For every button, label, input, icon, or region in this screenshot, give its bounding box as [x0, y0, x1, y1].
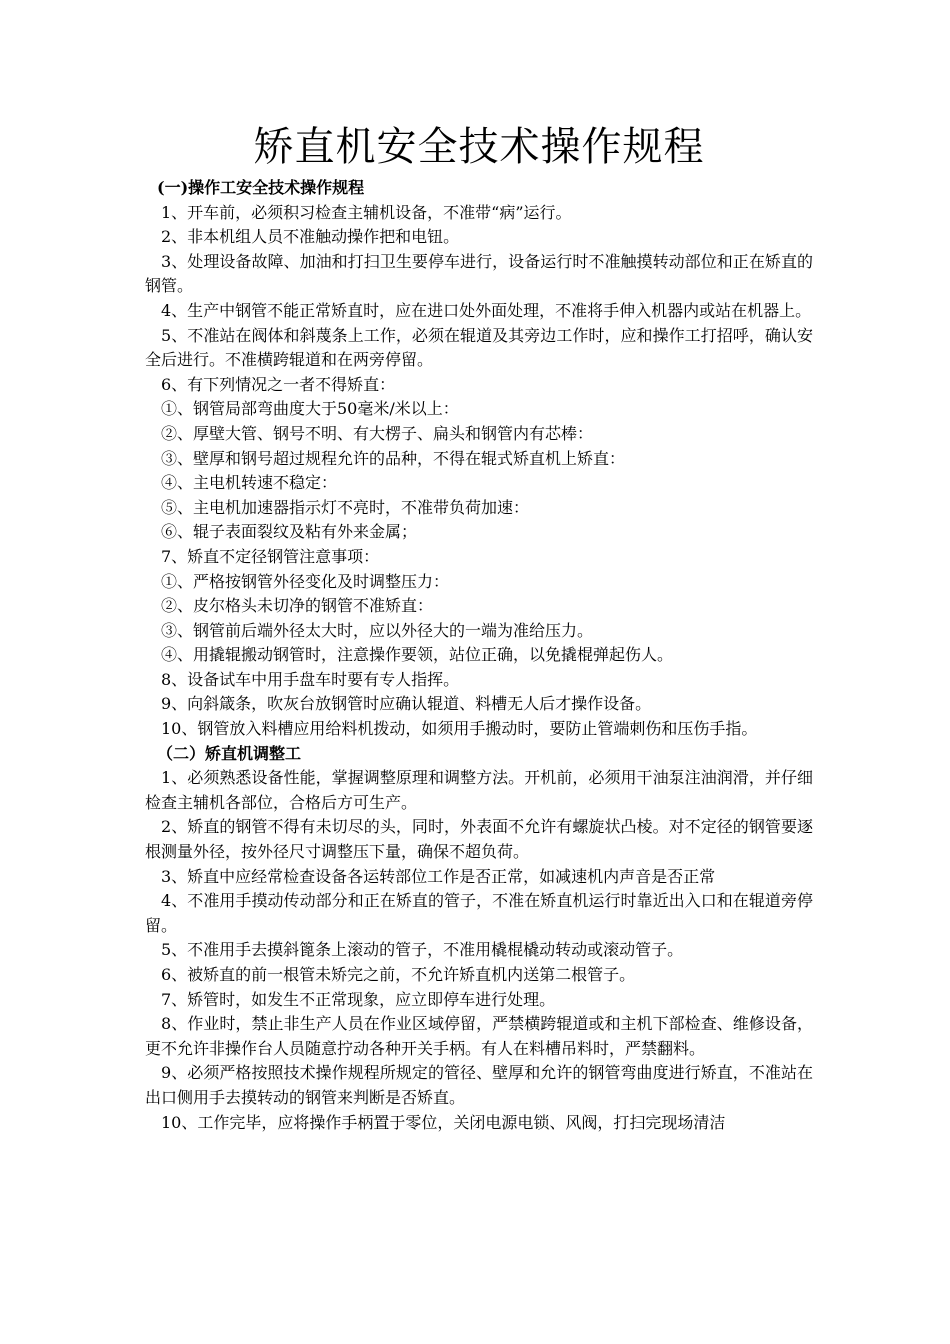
rule-item: 1、必须熟悉设备性能，掌握调整原理和调整方法。开机前，必须用干油泵注油润滑，并仔细检查主辅机各部位，合格后方可生产。 [145, 768, 813, 812]
rule-item: 6、被矫直的前一根管未矫完之前，不允许矫直机内送第二根管子。 [161, 965, 636, 984]
rule-item: 7、矫直不定径钢管注意事项： [161, 546, 380, 566]
rule-item: 4、不准用手摸动传动部分和正在矫直的管子，不准在矫直机运行时靠近出入口和在辊道旁停留。 [145, 891, 813, 935]
rule-item: 7、矫管时，如发生不正常现象，应立即停车进行处理。 [161, 989, 556, 1009]
rule-subitem: ④、用撬辊搬动钢管时，注意操作要领，站位正确，以免撬棍弹起伤人。 [161, 645, 674, 665]
rule-subitem: ③、钢管前后端外径太大时，应以外径大的一端为准给压力。 [161, 620, 594, 640]
rule-item: 5、不准用手去摸斜篦条上滚动的管子，不准用橇棍橇动转动或滚动管子。 [161, 940, 684, 960]
rule-item: 1、开车前，必须积习检查主辅机设备，不准带“病”运行。 [161, 202, 572, 222]
rule-subitem: ⑤、主电机加速器指示灯不亮时，不准带负荷加速： [161, 497, 530, 517]
rule-item: 5、不准站在阀体和斜蔑条上工作，必须在辊道及其旁边工作时，应和操作工打招呼，确认安全后进行。不准横跨辊道和在两旁停留。 [145, 325, 813, 370]
rule-item: 9、向斜箴条，吹灰台放钢管时应确认辊道、料槽无人后才操作设备。 [161, 694, 652, 714]
rule-subitem: ①、严格按钢管外径变化及时调整压力： [161, 571, 450, 591]
rule-item: 10、钢管放入料槽应用给料机拨动，如须用手搬动时，要防止管端刺伤和压伤手指。 [161, 719, 758, 739]
section-heading: （二）矫直机调整工 [157, 743, 302, 763]
rule-item: 3、矫直中应经常检查设备各运转部位工作是否正常，如减速机内声音是否正常 [161, 866, 716, 886]
rule-item: 9、必须严格按照技术操作规程所规定的管径、壁厚和允许的钢管弯曲度进行矫直，不准站在出口侧用手去摸转动的钢管来判断是否矫直。 [145, 1063, 813, 1107]
rule-subitem: ②、皮尔格头未切净的钢管不准矫直： [161, 596, 434, 616]
section-heading: (一)操作工安全技术操作规程 [157, 178, 365, 197]
document-page [145, 118, 813, 1135]
rule-item: 8、设备试车中用手盘车时要有专人指挥。 [161, 669, 460, 689]
rule-item: 2、非本机组人员不准触动操作把和电钮。 [161, 227, 460, 247]
rule-subitem: ①、钢管局部弯曲度大于50毫米/米以上： [161, 399, 459, 419]
rule-item: 10、工作完毕，应将操作手柄置于零位，关闭电源电锁、风阀，打扫完现场清洁 [161, 1112, 726, 1132]
rule-subitem: ④、主电机转速不稳定： [161, 473, 338, 493]
rule-subitem: ②、厚壁大管、钢号不明、有大楞子、扁头和钢管内有芯棒： [161, 423, 594, 443]
document-title: 矫直机安全技术操作规程 [253, 124, 705, 170]
rule-item: 8、作业时，禁止非生产人员在作业区域停留，严禁横跨辊道或和主机下部检查、维修设备，更不允许非操作台人员随意拧动各种开关手柄。有人在料槽吊料时，严禁翻料。 [145, 1014, 813, 1058]
rule-item: 6、有下列情况之一者不得矫直： [161, 374, 396, 394]
section-operator [145, 176, 813, 742]
rule-subitem: ⑥、辊子表面裂纹及粘有外来金属； [161, 522, 418, 542]
rule-item: 4、生产中钢管不能正常矫直时，应在进口处外面处理，不准将手伸入机器内或站在机器上。 [161, 300, 812, 320]
rule-item: 2、矫直的钢管不得有未切尽的头，同时，外表面不允许有螺旋状凸棱。对不定径的钢管要逐根测量外径，按外径尺寸调整压下量，确保不超负荷。 [145, 817, 813, 862]
rule-subitem: ③、壁厚和钢号超过规程允许的品种，不得在辊式矫直机上矫直： [161, 448, 626, 468]
section-adjuster [145, 742, 813, 1136]
rule-item: 3、处理设备故障、加油和打扫卫生要停车进行，设备运行时不准触摸转动部位和正在矫直的钢管。 [145, 251, 813, 296]
